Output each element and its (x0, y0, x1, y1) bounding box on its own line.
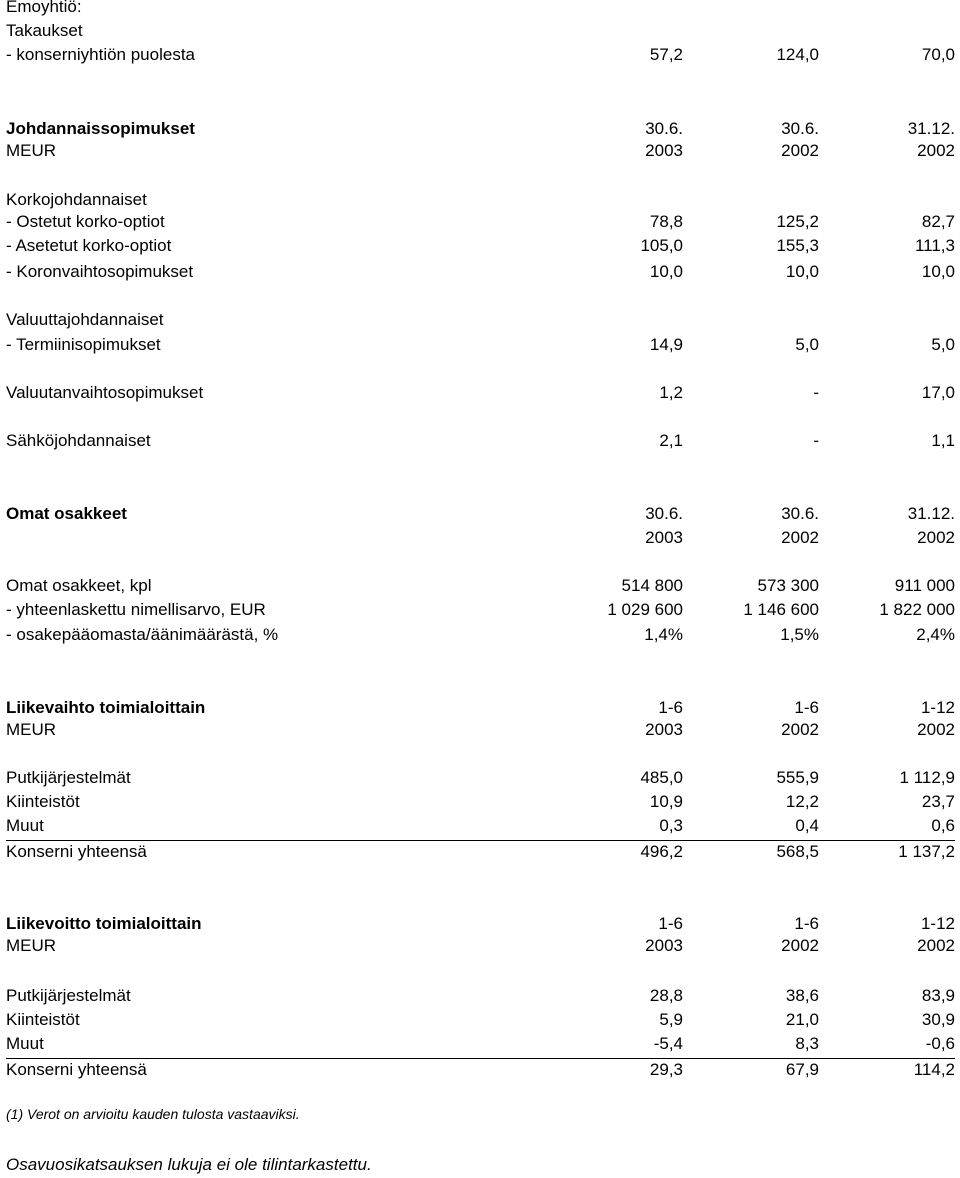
revenue-header-row (6, 697, 955, 719)
value-2003: 496,2 (640, 842, 683, 861)
value-2003: 2,1 (659, 431, 683, 450)
table-row (6, 815, 955, 837)
column-date: 30.6. (645, 504, 683, 523)
column-date: 30.6. (781, 504, 819, 523)
value-2002-h1: 124,0 (776, 45, 819, 64)
row-label: Omat osakkeet, kpl (6, 576, 152, 595)
value-2002-h1: 1,5% (780, 625, 819, 644)
row-label: Sähköjohdannaiset (6, 431, 151, 450)
table-row (6, 1009, 955, 1031)
value-2002-h1: - (813, 383, 819, 402)
table-row (6, 382, 955, 404)
value-2002-h1: 155,3 (776, 236, 819, 255)
table-row (6, 791, 955, 813)
value-2003: 514 800 (621, 576, 683, 595)
column-year: 2003 (645, 720, 683, 739)
value-2002-fy: 114,2 (913, 1060, 955, 1079)
column-date: 30.6. (781, 119, 819, 138)
column-period: 1-6 (794, 914, 819, 933)
own-shares-title: Omat osakkeet (6, 504, 127, 523)
row-label: Valuutanvaihtosopimukset (6, 383, 204, 402)
value-2002-fy: 5,0 (931, 335, 955, 354)
value-2002-fy: 23,7 (921, 792, 955, 811)
value-2002-h1: 573 300 (757, 576, 819, 595)
derivatives-unit-row (6, 140, 955, 162)
profit-unit-row (6, 935, 955, 957)
row-label: - yhteenlaskettu nimellisarvo, EUR (6, 600, 266, 619)
value-2002-fy: 1 137,2 (898, 842, 955, 861)
value-2002-fy: 82,7 (921, 212, 955, 231)
column-date: 31.12. (907, 119, 955, 138)
value-2003: 10,0 (649, 262, 683, 281)
interest-derivatives-heading: Korkojohdannaiset (6, 190, 147, 209)
table-row (6, 235, 955, 257)
row-label: Muut (6, 1034, 44, 1053)
value-2002-fy: 0,6 (931, 816, 955, 835)
column-year: 2002 (917, 528, 955, 547)
column-year: 2002 (917, 936, 955, 955)
table-row (6, 430, 955, 452)
column-year: 2002 (781, 936, 819, 955)
value-2002-fy: 17,0 (921, 383, 955, 402)
table-row-total (6, 841, 955, 863)
row-label: - konserniyhtiön puolesta (6, 45, 196, 64)
column-year: 2002 (917, 720, 955, 739)
value-2002-fy: 30,9 (921, 1010, 955, 1029)
table-row (6, 1033, 955, 1055)
table-row (6, 767, 955, 789)
value-2002-fy: -0,6 (925, 1034, 955, 1053)
value-2002-fy: 1 822 000 (879, 600, 955, 619)
value-2002-fy: 70,0 (921, 45, 955, 64)
profit-title: Liikevoitto toimialoittain (6, 914, 202, 933)
column-year: 2002 (917, 141, 955, 160)
audit-disclaimer: Osavuosikatsauksen lukuja ei ole tilintarkastettu. (6, 1155, 372, 1174)
value-2002-fy: 2,4% (916, 625, 955, 644)
table-row (6, 211, 955, 233)
value-2002-fy: 10,0 (921, 262, 955, 281)
value-2002-h1: 21,0 (785, 1010, 819, 1029)
value-2003: 10,9 (649, 792, 683, 811)
value-2002-h1: 10,0 (785, 262, 819, 281)
value-2002-h1: 0,4 (795, 816, 819, 835)
value-2002-h1: 125,2 (776, 212, 819, 231)
value-2003: 1,2 (659, 383, 683, 402)
parent-company-heading: Emoyhtiö: (6, 0, 82, 16)
currency-derivatives-heading-row (6, 309, 955, 331)
row-label: Putkijärjestelmät (6, 986, 131, 1005)
derivatives-header-row (6, 118, 955, 140)
value-2003: 105,0 (640, 236, 683, 255)
table-row (6, 334, 955, 356)
currency-derivatives-heading: Valuuttajohdannaiset (6, 310, 164, 329)
unit-label: MEUR (6, 141, 57, 160)
derivatives-title: Johdannaissopimukset (6, 119, 195, 138)
value-2002-h1: 555,9 (776, 768, 819, 787)
value-2002-h1: 1 146 600 (743, 600, 819, 619)
table-row-total (6, 1059, 955, 1081)
row-label: Kiinteistöt (6, 1010, 80, 1029)
unit-label: MEUR (6, 720, 57, 739)
own-shares-year-row (6, 527, 955, 549)
row-label: Kiinteistöt (6, 792, 80, 811)
column-year: 2002 (781, 141, 819, 160)
row-label: Muut (6, 816, 44, 835)
value-2002-h1: 38,6 (785, 986, 819, 1005)
value-2003: 1 029 600 (607, 600, 683, 619)
table-row (6, 261, 955, 283)
column-period: 1-6 (658, 914, 683, 933)
value-2002-h1: 5,0 (795, 335, 819, 354)
value-2003: 29,3 (649, 1060, 683, 1079)
table-row (6, 599, 955, 621)
revenue-title: Liikevaihto toimialoittain (6, 698, 206, 717)
value-2003: -5,4 (653, 1034, 683, 1053)
row-label: Putkijärjestelmät (6, 768, 131, 787)
value-2002-h1: 67,9 (785, 1060, 819, 1079)
own-shares-header-row (6, 503, 955, 525)
value-2003: 0,3 (659, 816, 683, 835)
row-label: - Asetetut korko-optiot (6, 236, 172, 255)
value-2002-fy: 1,1 (931, 431, 955, 450)
column-date: 30.6. (645, 119, 683, 138)
unit-label: MEUR (6, 936, 57, 955)
column-period: 1-12 (920, 698, 955, 717)
row-label: - osakepääomasta/äänimäärästä, % (6, 625, 279, 644)
value-2003: 14,9 (649, 335, 683, 354)
guarantees-heading: Takaukset (6, 21, 83, 40)
column-date: 31.12. (907, 504, 955, 523)
total-label: Konserni yhteensä (6, 842, 147, 861)
row-label: - Koronvaihtosopimukset (6, 262, 194, 281)
value-2002-h1: 8,3 (795, 1034, 819, 1053)
value-2002-fy: 83,9 (921, 986, 955, 1005)
value-2002-h1: 568,5 (776, 842, 819, 861)
column-year: 2003 (645, 141, 683, 160)
total-label: Konserni yhteensä (6, 1060, 147, 1079)
column-year: 2003 (645, 528, 683, 547)
row-label: - Termiinisopimukset (6, 335, 161, 354)
footnote: (1) Verot on arvioitu kauden tulosta vastaaviksi. (6, 1106, 300, 1122)
value-2002-fy: 911 000 (894, 576, 955, 595)
table-row (6, 985, 955, 1007)
column-period: 1-6 (658, 698, 683, 717)
table-row (6, 44, 955, 66)
table-row (6, 624, 955, 646)
value-2003: 57,2 (649, 45, 683, 64)
column-period: 1-12 (920, 914, 955, 933)
value-2003: 1,4% (644, 625, 683, 644)
value-2003: 485,0 (640, 768, 683, 787)
value-2002-h1: - (813, 431, 819, 450)
value-2002-h1: 12,2 (785, 792, 819, 811)
column-year: 2002 (781, 528, 819, 547)
value-2003: 28,8 (649, 986, 683, 1005)
column-year: 2002 (781, 720, 819, 739)
column-year: 2003 (645, 936, 683, 955)
value-2002-fy: 1 112,9 (899, 768, 955, 787)
value-2003: 78,8 (649, 212, 683, 231)
revenue-unit-row (6, 719, 955, 741)
value-2003: 5,9 (659, 1010, 683, 1029)
parent-company-heading-row (6, 0, 955, 18)
value-2002-fy: 111,3 (914, 236, 955, 255)
column-period: 1-6 (794, 698, 819, 717)
row-label: - Ostetut korko-optiot (6, 212, 165, 231)
guarantees-heading-row (6, 20, 955, 42)
profit-header-row (6, 913, 955, 935)
interest-derivatives-heading-row (6, 189, 955, 211)
table-row (6, 575, 955, 597)
